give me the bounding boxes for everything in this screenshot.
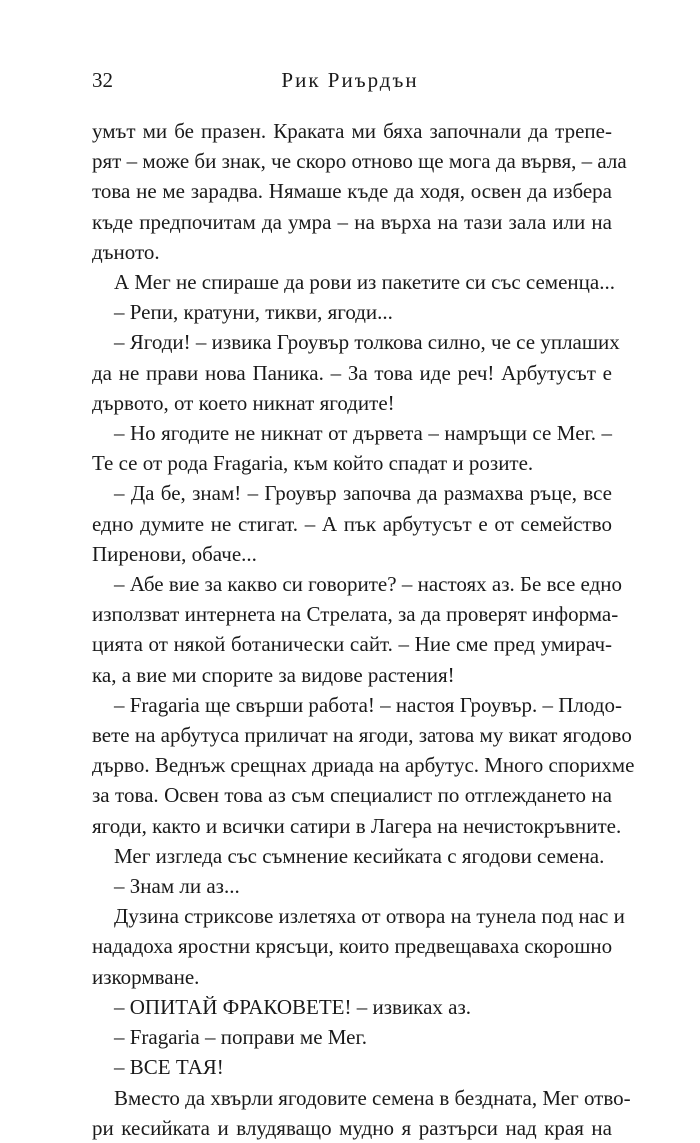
text-line: къде предпочитам да умра – на върха на тази зала или на: [92, 209, 612, 234]
text-line: рят – може би знак, че скоро отново ще мога да вървя, – ала: [92, 149, 627, 174]
text-line: Дузина стриксове излетяха от отвора на тунела под нас и: [114, 904, 625, 929]
text-line: – ВСЕ ТАЯ!: [114, 1055, 224, 1080]
text-line: за това. Освен това аз съм специалист по отглеждането на: [92, 783, 612, 808]
text-line: – Fragaria ще свърши работа! – настоя Гроувър. – Плодо-: [114, 692, 622, 717]
text-line: нададоха яростни крясъци, които предвещаваха скорошно: [92, 934, 613, 959]
text-line: ягоди, както и всички сатири в Лагера на нечистокръвните.: [92, 813, 622, 838]
paragraph: [92, 690, 635, 841]
text-line: да не прави нова Паника. – За това иде реч! Арбутусът е: [92, 360, 612, 385]
paragraph: [92, 418, 612, 478]
paragraph: [92, 1022, 612, 1052]
paragraph: [92, 569, 623, 690]
paragraph: [92, 992, 612, 1022]
paragraph: [92, 116, 627, 267]
running-head: [92, 66, 608, 94]
text-line: – Ягоди! – извика Гроувър толкова силно, че се уплаших: [114, 330, 620, 355]
text-line: – Fragaria – поправи ме Мег.: [114, 1025, 367, 1050]
text-line: използват интернета на Стрелата, за да проверят информа-: [92, 602, 619, 627]
text-line: А Мег не спираше да рови из пакетите си със семенца...: [114, 270, 615, 295]
body-text: [92, 116, 635, 1143]
text-line: Вместо да хвърли ягодовите семена в бездната, Мег отво-: [114, 1085, 631, 1110]
text-line: умът ми бе празен. Краката ми бяха започнали да трепе-: [92, 119, 612, 143]
text-line: Те се от рода Fragaria, към който спадат и розите.: [92, 451, 534, 476]
text-line: цията от някой ботанически сайт. – Ние сме пред умирач-: [92, 632, 612, 657]
text-line: – Репи, кратуни, тикви, ягоди...: [114, 300, 393, 325]
text-line: – Но ягодите не никнат от дървета – намръщи се Мег. –: [114, 421, 612, 446]
paragraph: [92, 871, 612, 901]
text-line: вете на арбутуса приличат на ягоди, затова му викат ягодово: [92, 723, 632, 748]
text-line: – Знам ли аз...: [114, 874, 240, 899]
paragraph: [92, 1052, 612, 1082]
text-line: Мег изгледа със съмнение кесийката с ягодови семена.: [114, 843, 605, 868]
paragraph: [92, 1083, 631, 1143]
text-line: – Да бе, знам! – Гроувър започва да размахва ръце, все: [114, 481, 612, 506]
paragraph: [92, 297, 612, 327]
text-line: едно думите не стигат. – А пък арбутусът е от семейство: [92, 511, 612, 536]
text-line: – Абе вие за какво си говорите? – настоях аз. Бе все едно: [114, 572, 623, 597]
text-line: дъното.: [92, 239, 160, 264]
text-line: – ОПИТАЙ ФРАКОВЕТЕ! – извиках аз.: [114, 994, 471, 1019]
paragraph: [92, 327, 620, 418]
page-number: 32: [92, 68, 113, 92]
text-line: Пиренови, обаче...: [92, 541, 257, 566]
paragraph: [92, 841, 612, 871]
paragraph: [92, 901, 625, 992]
paragraph: [92, 267, 615, 297]
text-line: дървото, от което никнат ягодите!: [92, 390, 395, 415]
text-line: изкормване.: [92, 964, 200, 989]
paragraph: [92, 478, 612, 569]
text-line: ри кесийката и влудяващо мудно я разтърси над края на: [92, 1115, 612, 1140]
text-line: дърво. Веднъж срещнах дриада на арбутус. Много спорихме: [92, 753, 635, 778]
text-line: ка, а вие ми спорите за видове растения!: [92, 662, 455, 687]
book-author: Рик Риърдън: [281, 68, 419, 92]
text-line: това не ме зарадва. Нямаше къде да ходя, освен да избера: [92, 179, 612, 204]
